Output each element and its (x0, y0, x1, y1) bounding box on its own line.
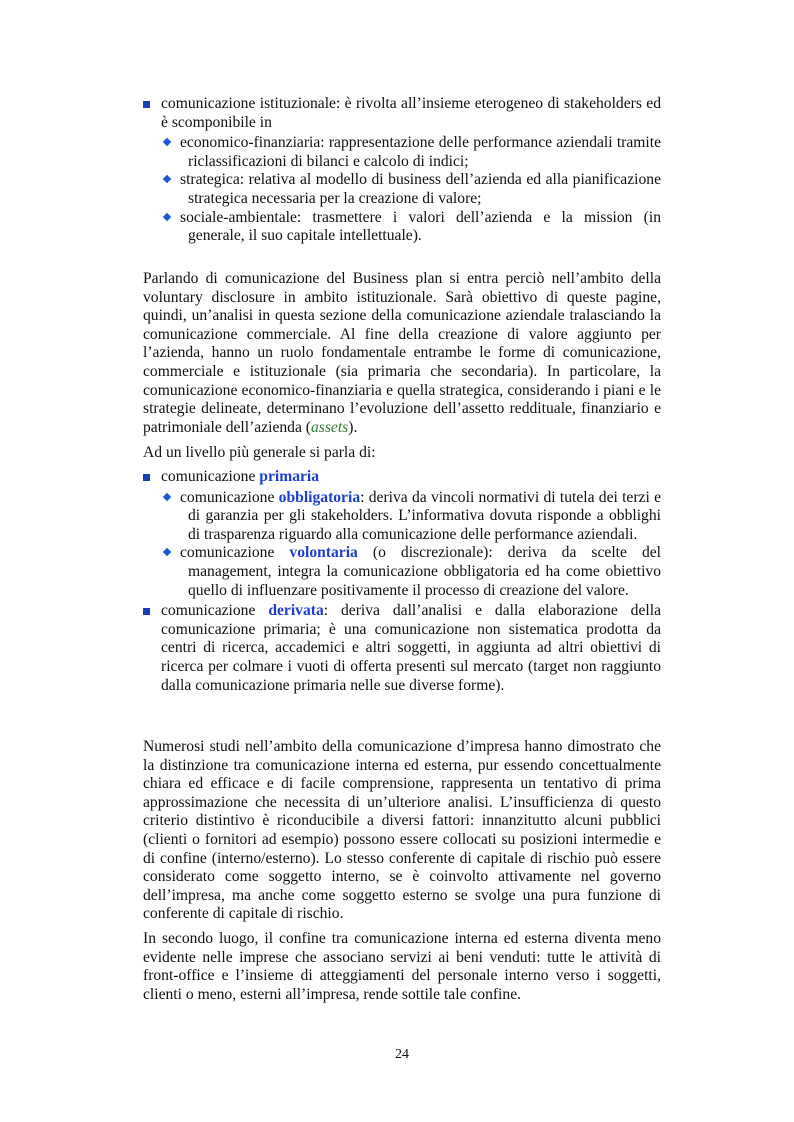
keyword: volontaria (289, 544, 358, 562)
sub-list-item-prefix: comunicazione (180, 544, 290, 562)
sub-list-item-text (180, 544, 661, 600)
paragraph-text: Parlando di comunicazione del Business plan si entra perciò nell’ambito della voluntary disclosure in ambito istituzionale. Sarà obiettivo di queste pagine, quindi, un’analisi in questa sezione della comunicazione aziendale tralasciando la comunicazione commerciale. Al fine della creazione di valore aggiunto per l’azienda, hanno un ruolo fondamentale entrambe le forme di comunicazione, commerciale e istituzionale (sia primaria che secondaria). In particolare, la comunicazione economico-finanziaria e quella strategica, considerando i piani e le strategie delineate, determinano l’evoluzione dell’assetto reddituale, finanziario e patrimoniale dell’azienda ( (143, 270, 661, 436)
list-item (143, 602, 661, 695)
diamond-bullet-icon (163, 548, 171, 556)
sub-list-item (161, 544, 661, 600)
sub-list-item-text (180, 489, 661, 545)
paragraph-text: ). (348, 418, 358, 436)
list-item-text: comunicazione (161, 602, 269, 620)
institutional-communication-list (143, 95, 661, 246)
square-bullet-icon (143, 608, 150, 615)
diamond-bullet-icon (163, 492, 171, 500)
list-item (143, 468, 661, 600)
paragraph (143, 270, 661, 437)
diamond-bullet-icon (163, 212, 171, 220)
assets-term: assets (310, 418, 349, 436)
diamond-bullet-icon (163, 138, 171, 146)
paragraph: Numerosi studi nell’ambito della comunicazione d’impresa hanno dimostrato che la distinzione tra comunicazione interna ed esterna, pur essendo concettualmente chiara ed efficace e di facile comprensione, rappresenta un tentativo di prima approssimazione che necessita di un’ulteriore analisi. L’insufficienza di questo criterio distintivo è riconducibile a diversi fattori: innanzitutto alcuni pubblici (clienti o fornitori ad esempio) possono essere collocati su posizioni intermedie e di confine (interno/esterno). Lo stesso conferente di capitale di rischio può essere considerato come soggetto interno, se è coinvolto attivamente nel governo dell’impresa, ma anche come soggetto esterno se svolge una pura funzione di conferente di capitale di rischio. (143, 738, 661, 923)
communication-types-list (143, 468, 661, 695)
sub-list-item-text: economico-finanziaria: rappresentazione delle performance aziendali tramite riclassificazioni di bilanci e calcolo di indici; (180, 134, 661, 170)
sub-list-item-body: : deriva da vincoli normativi di tutela dei terzi e di garanzia per gli stakeholders. L’informativa dovuta risponde a obblighi di trasparenza riguardo alla comunicazione delle performance aziendali. (188, 488, 661, 543)
sub-list-item-body: (o discrezionale): deriva da scelte del management, integra la comunicazione obbligatoria ed ha come obiettivo quello di influenzare positivamente il processo di creazione del valore. (188, 544, 661, 599)
square-bullet-icon (143, 474, 150, 481)
paragraph: In secondo luogo, il confine tra comunicazione interna ed esterna diventa meno evidente nelle imprese che associano servizi ai beni venduti: tutte le attività di front-office e l’insieme di atteggiamenti del personale interno verso i soggetti, clienti o meno, esterni all’impresa, rende sottile tale confine. (143, 930, 661, 1003)
square-bullet-icon (143, 101, 150, 108)
keyword: obbligatoria (278, 488, 361, 506)
list-item (143, 95, 661, 246)
sub-list-item (161, 209, 661, 246)
keyword: derivata (268, 602, 324, 620)
sub-list-item-text: sociale-ambientale: trasmettere i valori dell’azienda e la mission (in generale, il suo capitale intellettuale). (180, 208, 661, 245)
list-item-text: comunicazione (161, 468, 260, 485)
sub-list-item-prefix: comunicazione (180, 488, 279, 506)
list-item-text: comunicazione istituzionale: è rivolta all’insieme eterogeneo di stakeholders ed è scomponibile in (161, 95, 661, 131)
page-number: 24 (395, 1047, 409, 1062)
sub-list-item (161, 171, 661, 208)
paragraph: Ad un livello più generale si parla di: (143, 444, 376, 461)
sub-list-item-text: strategica: relativa al modello di business dell’azienda ed alla pianificazione strategica necessaria per la creazione di valore; (180, 171, 661, 207)
keyword: primaria (259, 468, 320, 485)
list-item-body: : deriva dall’analisi e dalla elaborazione della comunicazione primaria; è una comunicazione non sistematica prodotta da centri di ricerca, accademici e altri soggetti, in aggiunta ad altri obiettivi di ricerca per colmare i vuoti di offerta presenti sul mercato (target non raggiunto dalla comunicazione primaria nelle sue diverse forme). (161, 602, 661, 694)
diamond-bullet-icon (163, 175, 171, 183)
sub-list-item (161, 134, 661, 171)
sub-list-item (161, 489, 661, 545)
